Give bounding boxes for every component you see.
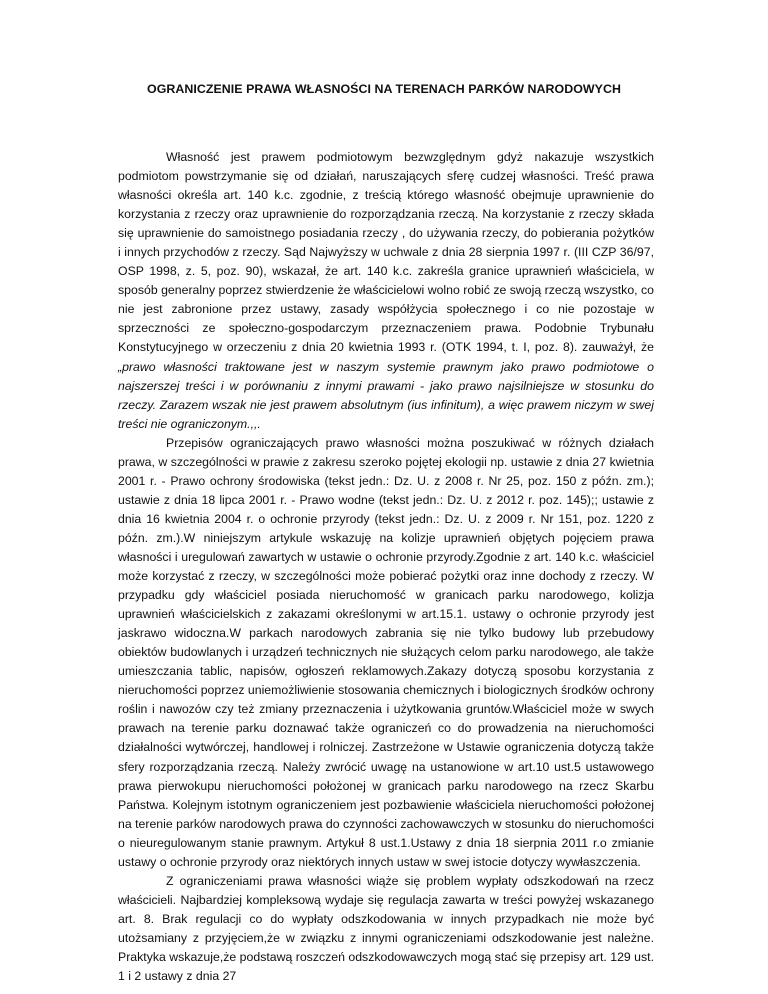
paragraph-1: [118, 148, 654, 434]
paragraph-2: Przepisów ograniczających prawo własności można poszukiwać w różnych działach prawa, w szczególności w prawie z zakresu szeroko pojętej ekologii np. ustawie z dnia 27 kwietnia 2001 r. - Prawo ochrony środowiska (tekst jedn.: Dz. U. z 2008 r. Nr 25, poz. 150 z późn. zm.); ustawie z dnia 18 lipca 2001 r. - Prawo wodne (tekst jedn.: Dz. U. z 2012 r. poz. 145);; ustawie z dnia 16 kwietnia 2004 r. o ochronie przyrody (tekst jedn.: Dz. U. z 2009 r. Nr 151, poz. 1220 z późn. zm.).W niniejszym artykule wskazuję na kolizje uprawnień objętych pojęciem prawa własności i uregulowań zawartych w ustawie o ochronie przyrody.Zgodnie z art. 140 k.c. właściciel może korzystać z rzeczy, w szczególności może pobierać pożytki oraz inne dochody z rzeczy. W przypadku gdy właściciel posiada nieruchomość w granicach parku narodowego, kolizja uprawnień właścicielskich z zakazami określonymi w art.15.1. ustawy o ochronie przyrody jest jaskrawo widoczna.W parkach narodowych zabrania się nie tylko budowy lub przebudowy obiektów budowlanych i urządzeń technicznych nie służących celom parku narodowego, ale także umieszczania tablic, napisów, ogłoszeń reklamowych.Zakazy dotyczą sposobu korzystania z nieruchomości poprzez uniemożliwienie stosowania chemicznych i biologicznych środków ochrony roślin i nawozów czy też zmiany przeznaczenia i użytkowania gruntów.Właściciel może w swych prawach na terenie parku doznawać także ograniczeń co do prowadzenia na nieruchomości działalności wytwórczej, handlowej i rolniczej. Zastrzeżone w Ustawie ograniczenia dotyczą także sfery rozporządzania rzeczą. Należy zwrócić uwagę na ustanowione w art.10 ust.5 ustawowego prawa pierwokupu nieruchomości położonej w granicach parku narodowego na rzecz Skarbu Państwa. Kolejnym istotnym ograniczeniem jest pozbawienie właściciela nieruchomości położonej na terenie parków narodowych prawa do czynności zachowawczych w stosunku do nieruchomości o nieuregulowanym stanie prawnym. Artykuł 8 ust.1.Ustawy z dnia 18 sierpnia 2011 r.o zmianie ustawy o ochronie przyrody oraz niektórych innych ustaw w swej istocie dotyczy wywłaszczenia.: [118, 435, 654, 869]
document-title: OGRANICZENIE PRAWA WŁASNOŚCI NA TERENACH PARKÓW NARODOWYCH: [147, 82, 621, 96]
document-body: [118, 148, 654, 986]
tk-quote: „prawo własności traktowane jest w naszym systemie prawnym jako prawo podmiotowe o najszerszej treści i w porównaniu z innymi prawami - jako prawo najsilniejsze w stosunku do rzeczy. Zarazem wszak nie jest prawem absolutnym (ius infinitum), a więc prawem niczym w swej treści nie ograniczonym.,,.: [118, 359, 654, 431]
paragraph-3: Z ograniczeniami prawa własności wiąże się problem wypłaty odszkodowań na rzecz właścicieli. Najbardziej kompleksową wydaje się regulacja zawarta w treści powyżej wskazanego art. 8. Brak regulacji co do wypłaty odszkodowania w innych przypadkach nie może być utożsamiany z przyjęciem,że w związku z innymi ograniczeniami odszkodowanie jest należne. Praktyka wskazuje,że podstawą roszczeń odszkodowawczych mogą stać się przepisy art. 129 ust. 1 i 2 ustawy z dnia 27: [118, 873, 654, 984]
paragraph-1-text: Własność jest prawem podmiotowym bezwzględnym gdyż nakazuje wszystkich podmiotom powstrzymanie się od działań, naruszających sferę cudzej własności. Treść prawa własności określa art. 140 k.c. zgodnie, z treścią którego własność obejmuje uprawnienie do korzystania z rzeczy oraz uprawnienie do rozporządzania rzeczą. Na korzystanie z rzeczy składa się uprawnienie do samoistnego posiadania rzeczy , do używania rzeczy, do pobierania pożytków i innych przychodów z rzeczy. Sąd Najwyższy w uchwale z dnia 28 sierpnia 1997 r. (III CZP 36/97, OSP 1998, z. 5, poz. 90), wskazał, że art. 140 k.c. zakreśla granice uprawnień właściciela, w sposób generalny poprzez stwierdzenie że właścicielowi wolno robić ze swoją rzeczą wszystko, co nie jest zabronione przez ustawy, zasady współżycia społecznego i co nie pozostaje w sprzeczności ze społeczno-gospodarczym przeznaczeniem prawa. Podobnie Trybunału Konstytucyjnego w orzeczeniu z dnia 20 kwietnia 1993 r. (OTK 1994, t. I, poz. 8). zauważył, że: [118, 150, 654, 355]
